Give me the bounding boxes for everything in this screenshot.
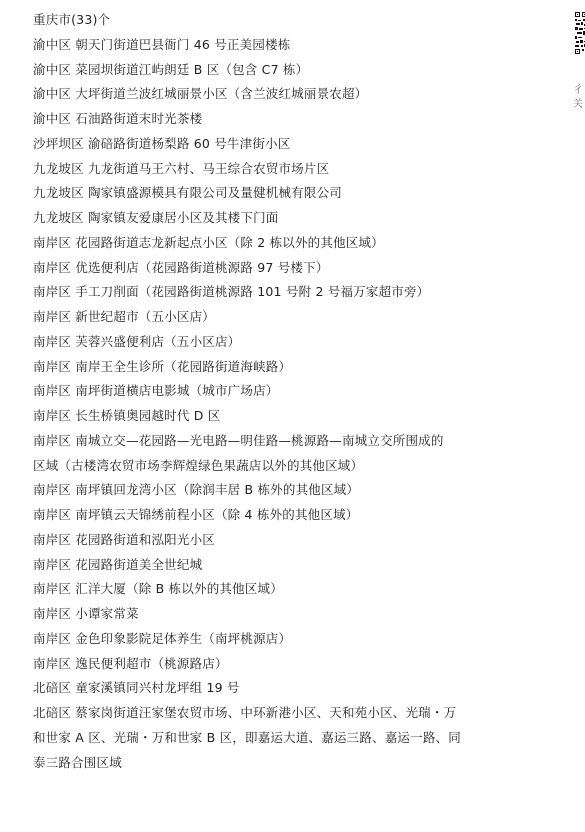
location-line: 南岸区 花园路街道志龙新起点小区（除 2 栋以外的其他区域） [33, 234, 384, 250]
location-line: 渝中区 朝天门街道巴县衙门 46 号正美园楼栋 [33, 36, 291, 52]
location-line: 九龙坡区 陶家镇友爱康居小区及其楼下门面 [33, 210, 279, 225]
location-line: 南岸区 花园路街道和泓阳光小区 [33, 531, 215, 547]
location-line: 南岸区 优选便利店（花园路街道桃源路 97 号楼下） [33, 259, 329, 275]
location-line: 南岸区 南坪镇云天锦绣前程小区（除 4 栋外的其他区域） [33, 507, 359, 522]
location-line: 九龙坡区 九龙街道马王六村、马王综合农贸市场片区 [33, 160, 330, 176]
location-line: 和世家 A 区、光瑞・万和世家 B 区，即嘉运大道、嘉运三路、嘉运一路、同 [33, 729, 461, 745]
location-line: 南岸区 小谭家常菜 [33, 606, 139, 621]
location-line: 南岸区 南城立交—花园路—光电路—明佳路—桃源路—南城立交所围成的 [33, 432, 444, 448]
location-line: 南岸区 南坪街道横店电影城（城市广场店） [33, 383, 279, 399]
side-caption [573, 84, 585, 112]
location-line: 南岸区 逸民便利超市（桃源路店） [33, 655, 228, 671]
location-line: 南岸区 手工刀削面（花园路街道桃源路 101 号附 2 号福万家超市旁） [33, 284, 430, 300]
location-line: 九龙坡区 陶家镇盛源模具有限公司及量健机械有限公司 [33, 185, 342, 201]
location-line: 北碚区 童家溪镇同兴村龙坪组 19 号 [33, 680, 240, 696]
location-line: 南岸区 长生桥镇奥园越时代 D 区 [33, 408, 221, 423]
location-line: 南岸区 芙蓉兴盛便利店（五小区店） [33, 333, 241, 349]
side-caption-line: 关 [573, 99, 583, 110]
qr-code-icon [575, 12, 585, 54]
article-body [33, 8, 533, 775]
location-line: 南岸区 新世纪超市（五小区店） [33, 309, 215, 324]
location-line: 南岸区 花园路街道美全世纪城 [33, 556, 203, 572]
region-heading: 重庆市(33)个 [33, 12, 111, 27]
location-line: 南岸区 金色印象影院足体养生（南坪桃源店） [33, 630, 292, 646]
location-line: 渝中区 大坪街道兰波红城丽景小区（含兰波红城丽景农超） [33, 86, 368, 102]
location-line: 渝中区 石油路街道末时光茶楼 [33, 111, 203, 126]
location-line: 渝中区 菜园坝街道江屿朗廷 B 区（包含 C7 栋） [33, 61, 309, 77]
location-line: 南岸区 南岸王全生诊所（花园路街道海峡路） [33, 358, 292, 374]
side-caption-line: 彳 [573, 85, 583, 96]
location-line: 北碚区 蔡家岗街道汪家堡农贸市场、中环新港小区、天和苑小区、光瑞・万 [33, 705, 457, 720]
location-line: 南岸区 汇洋大厦（除 B 栋以外的其他区域） [33, 581, 283, 597]
location-line: 泰三路合围区域 [33, 754, 122, 770]
location-line: 沙坪坝区 渝碚路街道杨梨路 60 号牛津街小区 [33, 135, 291, 151]
side-qr-widget[interactable] [571, 0, 585, 120]
location-line: 南岸区 南坪镇回龙湾小区（除润丰居 B 栋外的其他区域） [33, 482, 360, 498]
location-line: 区域（古楼湾农贸市场李辉煌绿色果蔬店以外的其他区域） [33, 457, 364, 473]
